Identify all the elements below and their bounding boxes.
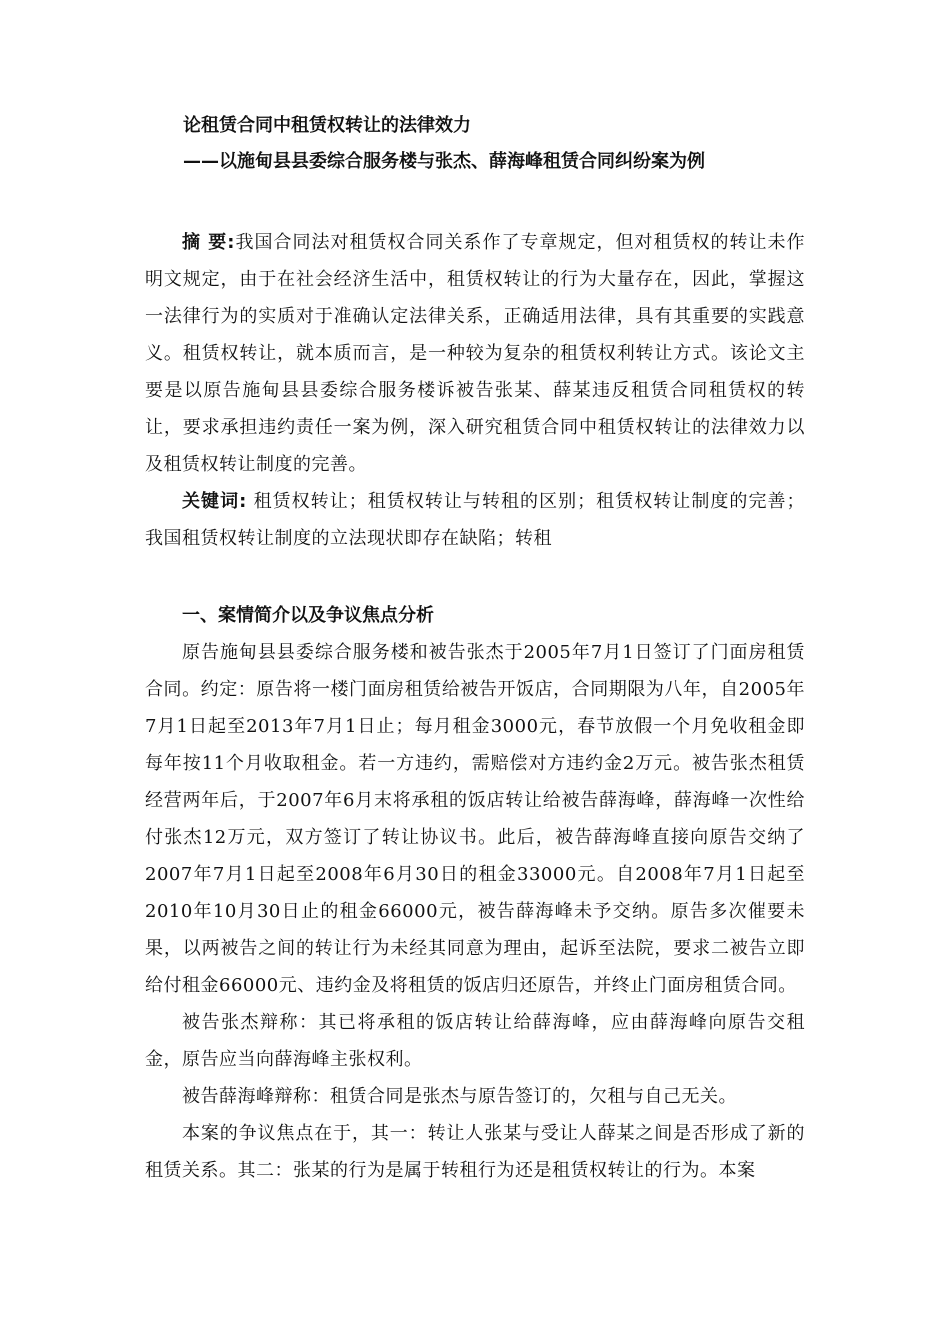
document-title: 论租赁合同中租赁权转让的法律效力 [183, 115, 471, 136]
title-block [183, 108, 805, 180]
keywords-label: 关键词: [182, 491, 247, 512]
document-page [145, 108, 805, 1189]
case-paragraph-dispute-focus: 本案的争议焦点在于，其一：转让人张某与受让人薛某之间是否形成了新的租赁关系。其二：张某的行为是属于转租行为还是租赁权转让的行为。本案 [145, 1123, 805, 1181]
case-paragraph-facts: 原告施甸县县委综合服务楼和被告张杰于2005年7月1日签订了门面房租赁合同。约定：原告将一楼门面房租赁给被告开饭店，合同期限为八年，自2005年7月1日起至2013年7月1日止；每月租金3000元，春节放假一个月免收租金即每年按11个月收取租金。若一方违约，需赔偿对方违约金2万元。被告张杰租赁经营两年后，于2007年6月末将承租的饭店转让给被告薛海峰，薛海峰一次性给付张杰12万元，双方签订了转让协议书。此后，被告薛海峰直接向原告交纳了2007年7月1日起至2008年6月30日的租金33000元。自2008年7月1日起至2010年10月30日止的租金66000元，被告薛海峰未予交纳。原告多次催要未果，以两被告之间的转让行为未经其同意为理由，起诉至法院，要求二被告立即给付租金66000元、违约金及将租赁的饭店归还原告，并终止门面房租赁合同。 [145, 642, 805, 996]
keywords-paragraph [145, 483, 805, 557]
section-heading: 一、案情简介以及争议焦点分析 [182, 605, 434, 626]
case-paragraph-defense-xue: 被告薛海峰辩称：租赁合同是张杰与原告签订的，欠租与自己无关。 [182, 1086, 737, 1107]
case-paragraph-defense-zhang: 被告张杰辩称：其已将承租的饭店转让给薛海峰，应由薛海峰向原告交租金，原告应当向薛海峰主张权利。 [145, 1012, 805, 1070]
document-subtitle: ——以施甸县县委综合服务楼与张杰、薛海峰租赁合同纠纷案为例 [183, 151, 705, 172]
keywords-text: 租赁权转让；租赁权转让与转租的区别；租赁权转让制度的完善；我国租赁权转让制度的立法现状即存在缺陷；转租 [145, 491, 806, 549]
abstract-label: 摘 要: [182, 232, 235, 253]
abstract-text: 我国合同法对租赁权合同关系作了专章规定，但对租赁权的转让未作明文规定，由于在社会经济生活中，租赁权转让的行为大量存在，因此，掌握这一法律行为的实质对于准确认定法律关系，正确适用法律，具有其重要的实践意义。租赁权转让，就本质而言，是一种较为复杂的租赁权利转让方式。该论文主要是以原告施甸县县委综合服务楼诉被告张某、薛某违反租赁合同租赁权的转让，要求承担违约责任一案为例，深入研究租赁合同中租赁权转让的法律效力以及租赁权转让制度的完善。 [145, 232, 805, 475]
abstract-paragraph [145, 224, 805, 483]
